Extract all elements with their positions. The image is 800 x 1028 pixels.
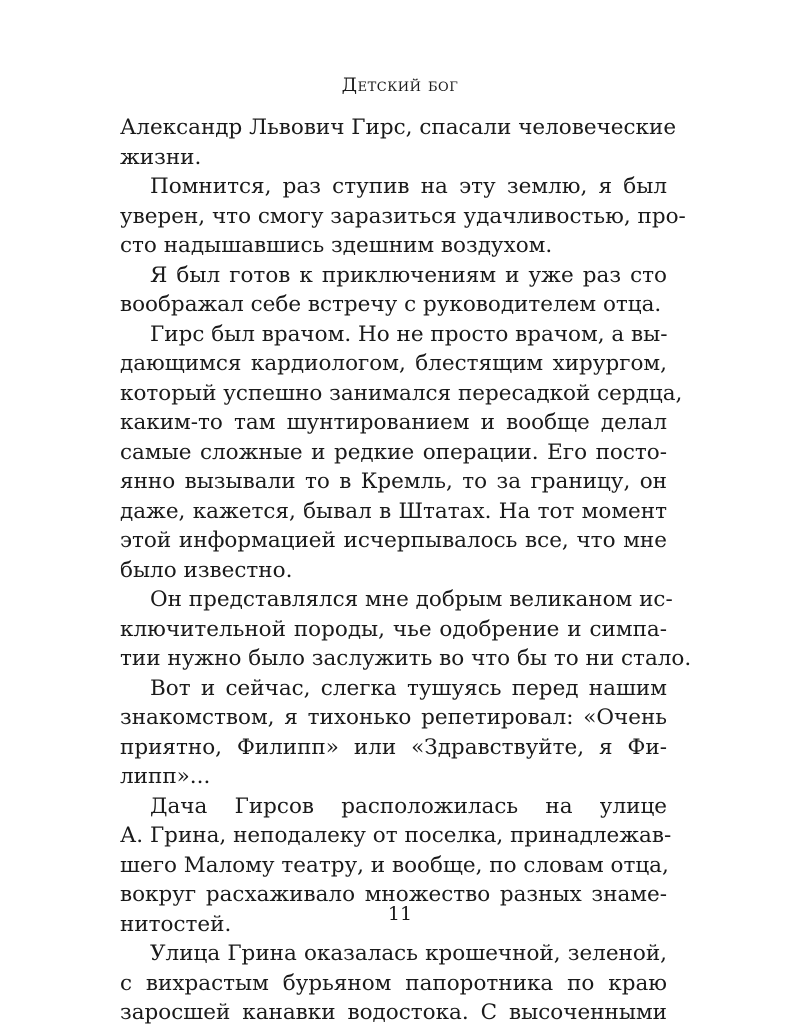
text-line: самые сложные и редкие операции. Его посто- (120, 439, 667, 465)
text-line: Улица Грина оказалась крошечной, зеленой, (150, 941, 667, 966)
text-line: сто надышавшись здешним воздухом. (120, 233, 553, 258)
text-line: уверен, что смогу заразиться удачливостью, про- (120, 203, 686, 229)
text-line: шего Малому театру, и вообще, по словам отца, (120, 852, 669, 878)
text-line: даже, кажется, бывал в Штатах. На тот момент (120, 498, 667, 524)
text-line: заросшей канавки водостока. С высоченными (120, 1000, 667, 1025)
text-line: этой информацией исчерпывалось все, что мне (120, 528, 667, 553)
text-line: приятно, Филипп» или «Здравствуйте, я Фи- (120, 734, 667, 760)
text-line: воображал себе встречу с руководителем отца. (120, 292, 662, 317)
text-line: жизни. (120, 144, 202, 170)
text-line: Вот и сейчас, слегка тушуясь перед нашим (150, 675, 667, 701)
text-line: липп»... (120, 764, 211, 789)
text-line: тии нужно было заслужить во что бы то ни стало. (120, 646, 692, 671)
text-line: который успешно занимался пересадкой сердца, (120, 380, 683, 406)
text-line: Дача Гирсов расположилась на улице (150, 793, 667, 819)
text-line: Помнится, раз ступив на эту землю, я был (150, 174, 667, 199)
text-line: А. Грина, неподалеку от поселка, принадлежав- (120, 823, 672, 848)
body-text (120, 113, 692, 1028)
text-line: с вихрастым бурьяном папоротника по краю (120, 970, 667, 996)
text-line: Он представлялся мне добрым великаном ис- (150, 587, 673, 612)
text-line: Гирс был врачом. Но не просто врачом, а вы- (150, 321, 668, 347)
running-head: Детский бог (341, 74, 459, 96)
page-number: 11 (387, 903, 413, 925)
text-line: дающимся кардиологом, блестящим хирургом, (120, 351, 667, 376)
text-line: знакомством, я тихонько репетировал: «Очень (120, 705, 667, 730)
text-line: было известно. (120, 557, 293, 583)
text-line: янно вызывали то в Кремль, то за границу, он (120, 469, 667, 494)
text-line: вокруг расхаживало множество разных знаме- (120, 882, 667, 907)
text-line: каким-то там шунтированием и вообще делал (120, 410, 667, 435)
text-line: Я был готов к приключениям и уже раз сто (150, 262, 667, 288)
text-line: нитостей. (120, 911, 232, 937)
text-line: ключительной породы, чье одобрение и симпа- (120, 616, 667, 642)
text-line: Александр Львович Гирс, спасали человеческие (120, 115, 677, 140)
